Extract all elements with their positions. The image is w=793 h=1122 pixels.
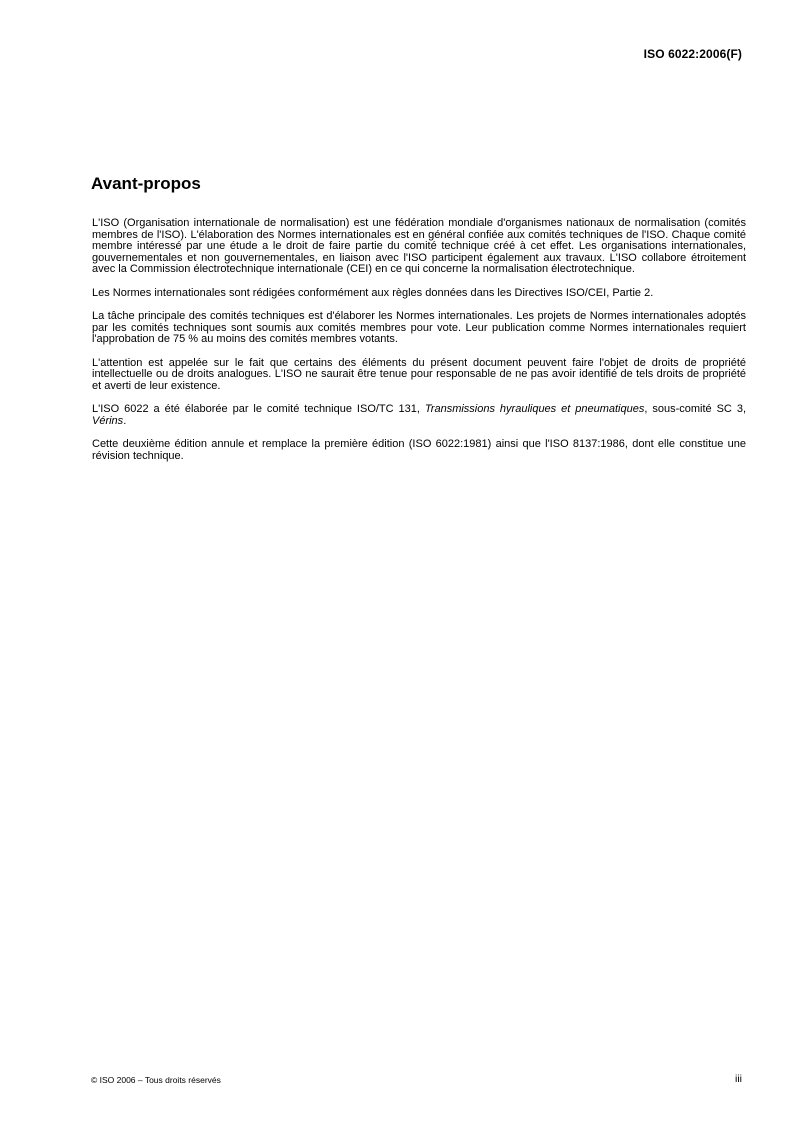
- paragraph-edition-note: Cette deuxième édition annule et remplace la première édition (ISO 6022:1981) ainsi que l'ISO 8137:1986, dont elle constitue une révision technique.: [92, 438, 746, 462]
- paragraph-iso-organisation: L'ISO (Organisation internationale de normalisation) est une fédération mondiale d'organismes nationaux de normalisation (comités membres de l'ISO). L'élaboration des Normes internationales est en général confiée aux comités techniques de l'ISO. Chaque comité membre intéressé par une étude a le droit de faire partie du comité technique créé à cet effet. Les organisations internationales, gouvernementales et non gouvernementales, en liaison avec l'ISO participent également aux travaux. L'ISO collabore étroitement avec la Commission électrotechnique internationale (CEI) en ce qui concerne la normalisation électrotechnique.: [92, 217, 746, 276]
- footer-copyright: © ISO 2006 – Tous droits réservés: [91, 1075, 221, 1085]
- prepared-by-end: .: [123, 414, 127, 427]
- prepared-by-middle: , sous-comité SC 3,: [644, 403, 746, 416]
- paragraph-prepared-by: [92, 404, 746, 427]
- paragraph-technical-committees: La tâche principale des comités techniques est d'élaborer les Normes internationales. Les projets de Normes internationales adoptés par les comités techniques sont soumis aux comités membres pour vote. Leur publication comme Normes internationales requiert l'approbation de 75 % au moins des comités membres votants.: [92, 310, 746, 346]
- prepared-by-lead: L'ISO 6022 a été élaborée par le comité technique ISO/TC 131,: [92, 403, 425, 416]
- paragraph-directives: Les Normes internationales sont rédigées conformément aux règles données dans les Directives ISO/CEI, Partie 2.: [92, 286, 654, 299]
- subcommittee-title: Vérins: [92, 414, 124, 427]
- committee-title: Transmissions hyrauliques et pneumatiques: [424, 403, 645, 416]
- foreword-body: [92, 218, 746, 474]
- document-reference: ISO 6022:2006(F): [643, 47, 742, 61]
- footer-page-number: iii: [735, 1073, 742, 1085]
- paragraph-patent-rights: L'attention est appelée sur le fait que certains des éléments du présent document peuvent faire l'objet de droits de propriété intellectuelle ou de droits analogues. L'ISO ne saurait être tenue pour responsable de ne pas avoir identifié de tels droits de propriété et averti de leur existence.: [92, 356, 746, 392]
- page-title: Avant-propos: [91, 174, 201, 193]
